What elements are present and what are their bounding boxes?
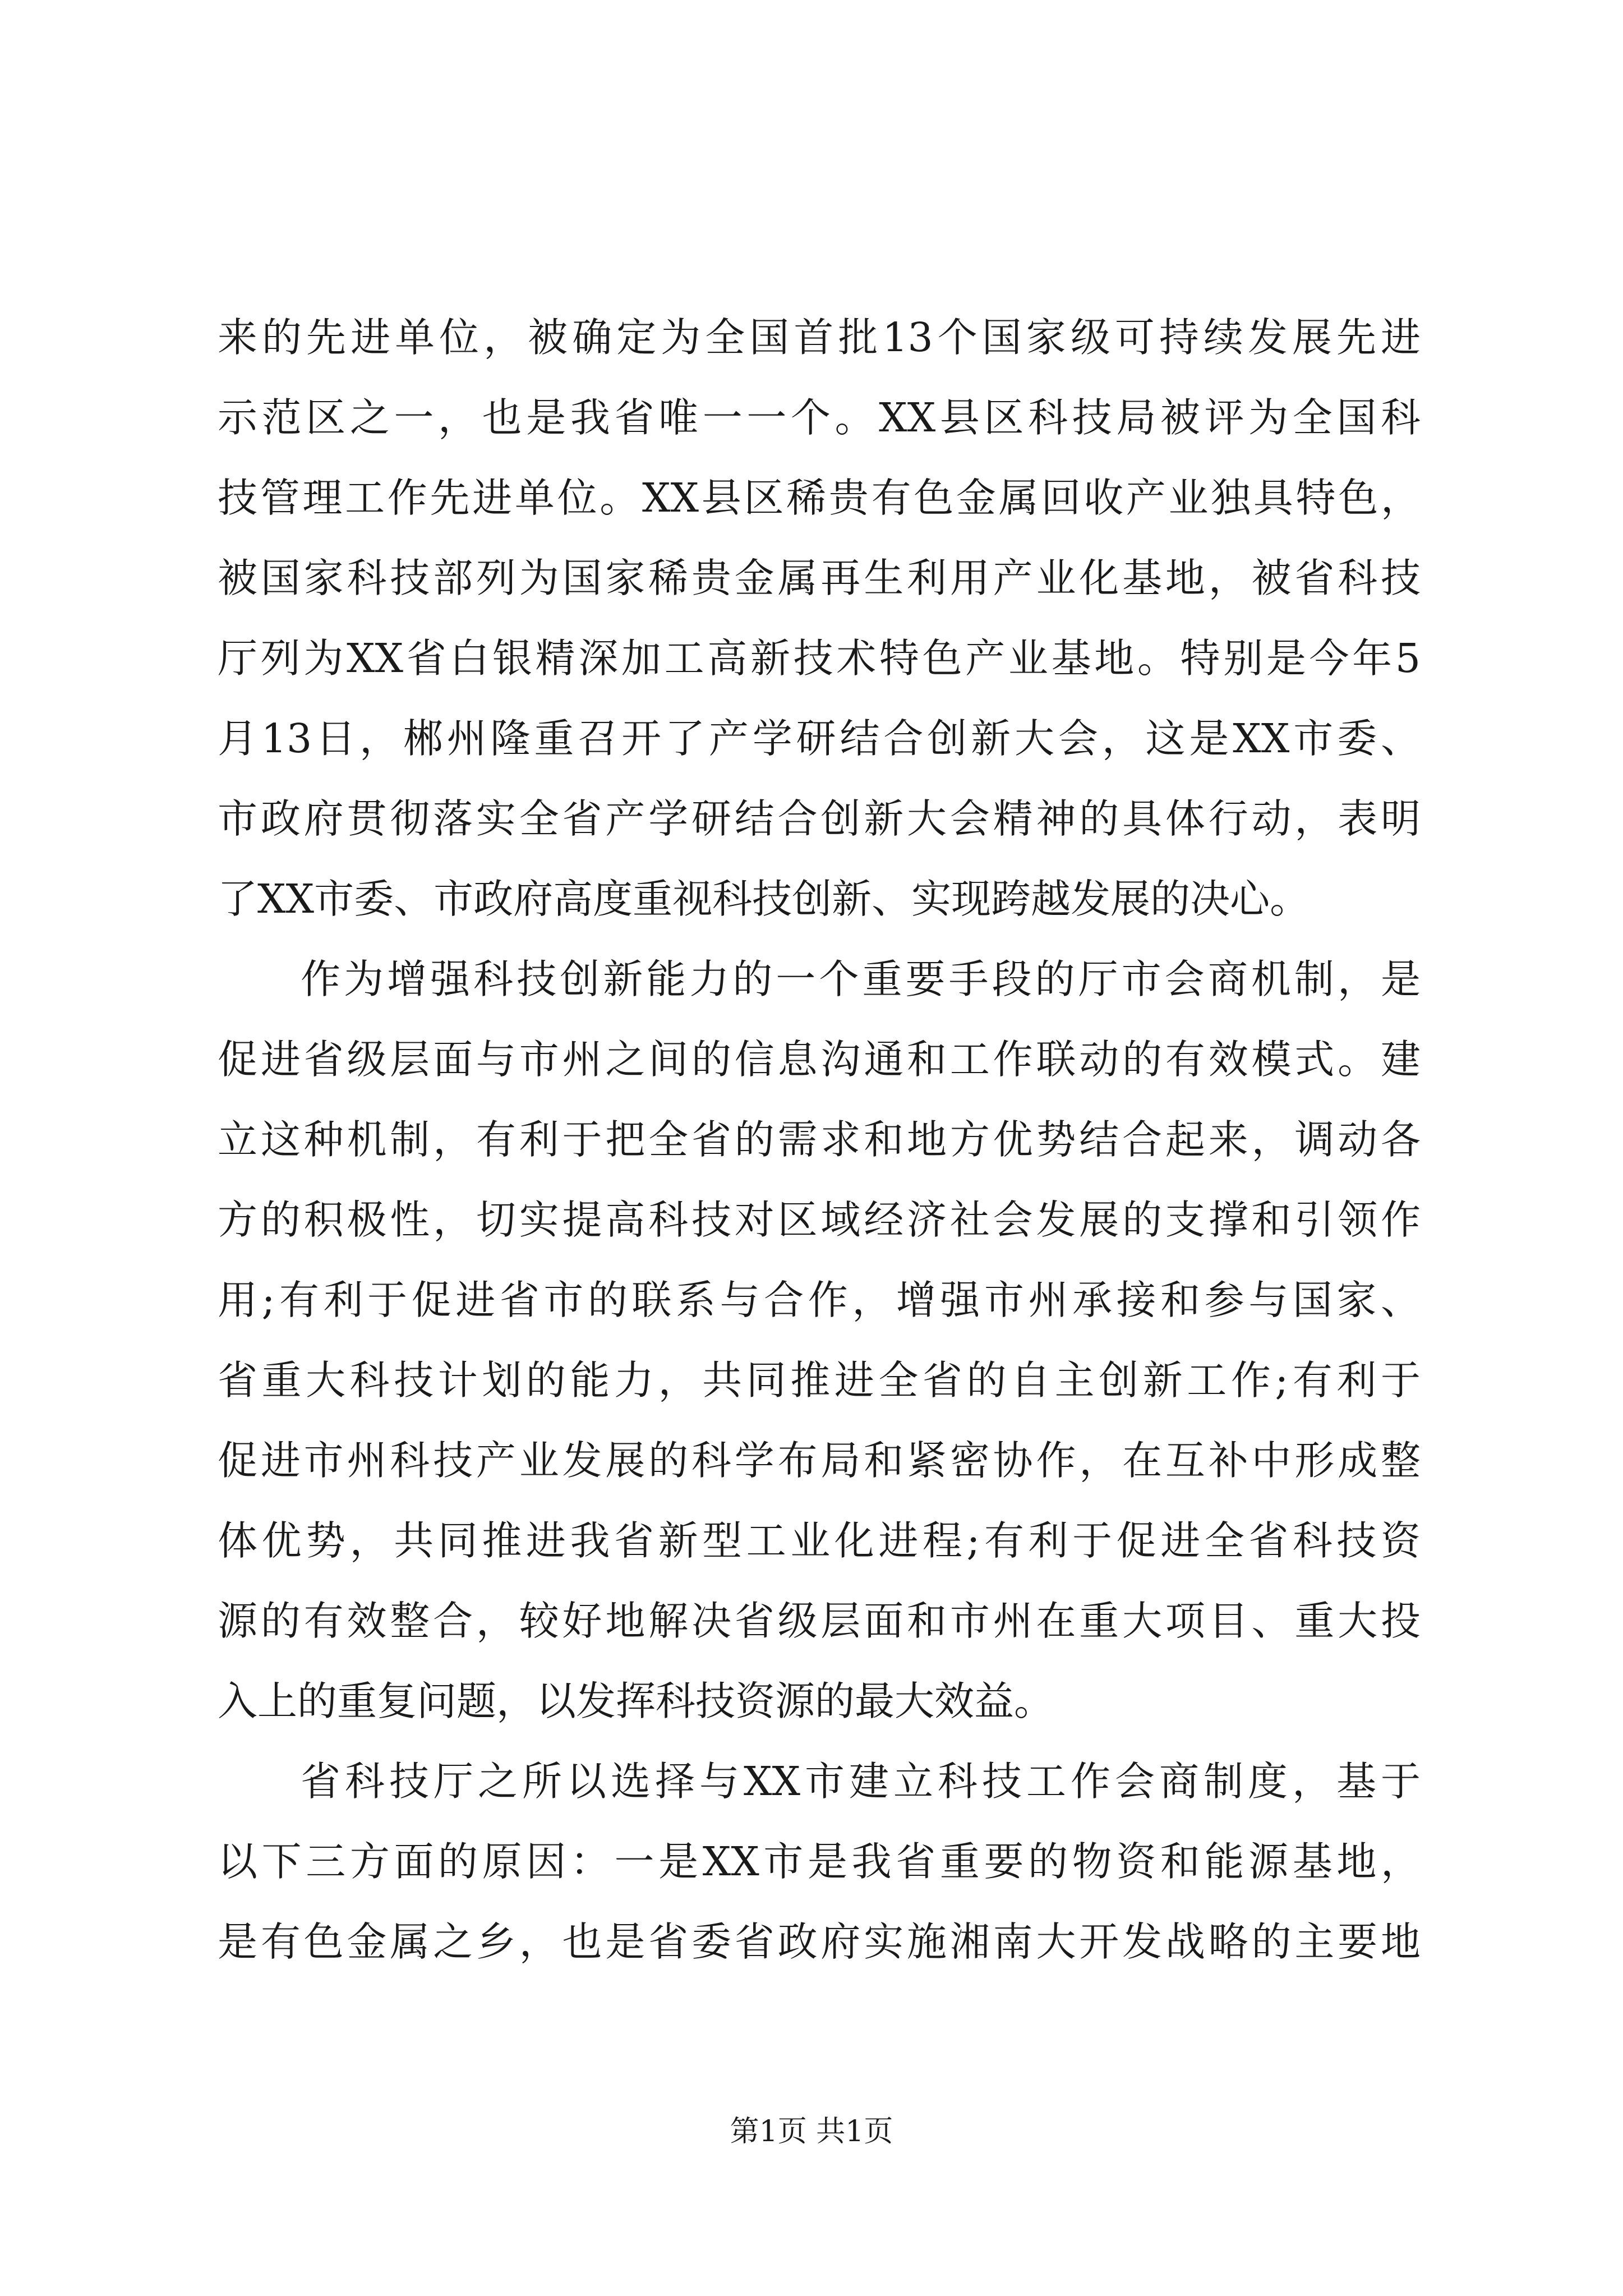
text-line: 源的有效整合，较好地解决省级层面和市州在重大项目、重大投	[218, 1598, 1421, 1644]
text-line: 用;有利于促进省市的联系与合作，增强市州承接和参与国家、	[218, 1277, 1421, 1323]
document-body	[218, 297, 1421, 1982]
text-line: 了XX市委、市政府高度重视科技创新、实现跨越发展的决心。	[218, 876, 1310, 922]
paragraph-1	[218, 297, 1421, 939]
text-line: 省科技厅之所以选择与XX市建立科技工作会商制度，基于	[301, 1758, 1421, 1805]
text-line: 体优势，共同推进我省新型工业化进程;有利于促进全省科技资	[218, 1517, 1421, 1564]
text-line: 示范区之一，也是我省唯一一个。XX县区科技局被评为全国科	[218, 394, 1421, 441]
text-line: 月13日，郴州隆重召开了产学研结合创新大会，这是XX市委、	[218, 715, 1421, 762]
text-line: 来的先进单位，被确定为全国首批13个国家级可持续发展先进	[218, 314, 1421, 361]
text-line: 省重大科技计划的能力，共同推进全省的自主创新工作;有利于	[218, 1357, 1421, 1404]
paragraph-2	[218, 939, 1421, 1741]
text-line: 技管理工作先进单位。XX县区稀贵有色金属回收产业独具特色，	[218, 475, 1421, 521]
text-line: 立这种机制，有利于把全省的需求和地方优势结合起来，调动各	[218, 1116, 1421, 1163]
page-footer	[0, 2112, 1623, 2151]
page-number-label: 第1页 共1页	[730, 2115, 893, 2148]
text-line: 促进市州科技产业发展的科学布局和紧密协作，在互补中形成整	[218, 1437, 1421, 1484]
text-line: 作为增强科技创新能力的一个重要手段的厅市会商机制，是	[301, 956, 1421, 1002]
text-line: 厅列为XX省白银精深加工高新技术特色产业基地。特别是今年5	[218, 635, 1421, 682]
text-line: 促进省级层面与市州之间的信息沟通和工作联动的有效模式。建	[218, 1036, 1421, 1083]
text-line: 是有色金属之乡，也是省委省政府实施湘南大开发战略的主要地	[218, 1918, 1421, 1965]
text-line: 被国家科技部列为国家稀贵金属再生利用产业化基地，被省科技	[218, 555, 1421, 601]
text-line: 入上的重复问题，以发挥科技资源的最大效益。	[218, 1678, 1054, 1724]
text-line: 以下三方面的原因：一是XX市是我省重要的物资和能源基地，	[218, 1838, 1421, 1885]
paragraph-3	[218, 1741, 1421, 1982]
text-line: 方的积极性，切实提高科技对区域经济社会发展的支撑和引领作	[218, 1197, 1421, 1243]
text-line: 市政府贯彻落实全省产学研结合创新大会精神的具体行动，表明	[218, 795, 1421, 842]
